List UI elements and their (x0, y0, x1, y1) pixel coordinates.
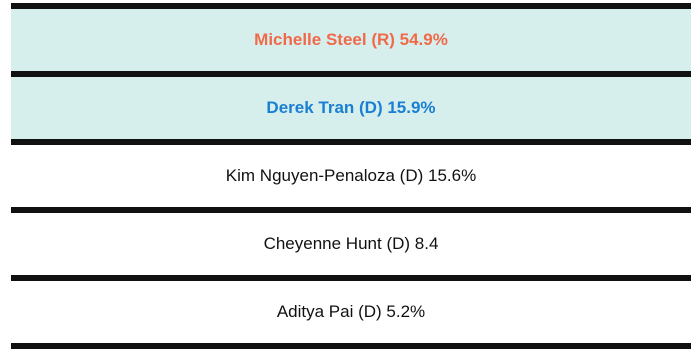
candidate-label: Aditya Pai (D) 5.2% (276, 302, 426, 321)
candidate-row-nguyen-penaloza (11, 145, 691, 207)
results-table (11, 3, 691, 349)
candidate-label: Kim Nguyen-Penaloza (D) 15.6% (225, 166, 477, 185)
row-divider (11, 343, 691, 349)
candidate-label: Cheyenne Hunt (D) 8.4 (263, 234, 439, 253)
candidate-row-hunt (11, 213, 691, 275)
candidate-row-steel (11, 9, 691, 71)
candidate-label: Michelle Steel (R) 54.9% (254, 30, 448, 49)
candidate-row-pai (11, 281, 691, 343)
candidate-row-tran (11, 77, 691, 139)
candidate-label: Derek Tran (D) 15.9% (266, 98, 436, 117)
